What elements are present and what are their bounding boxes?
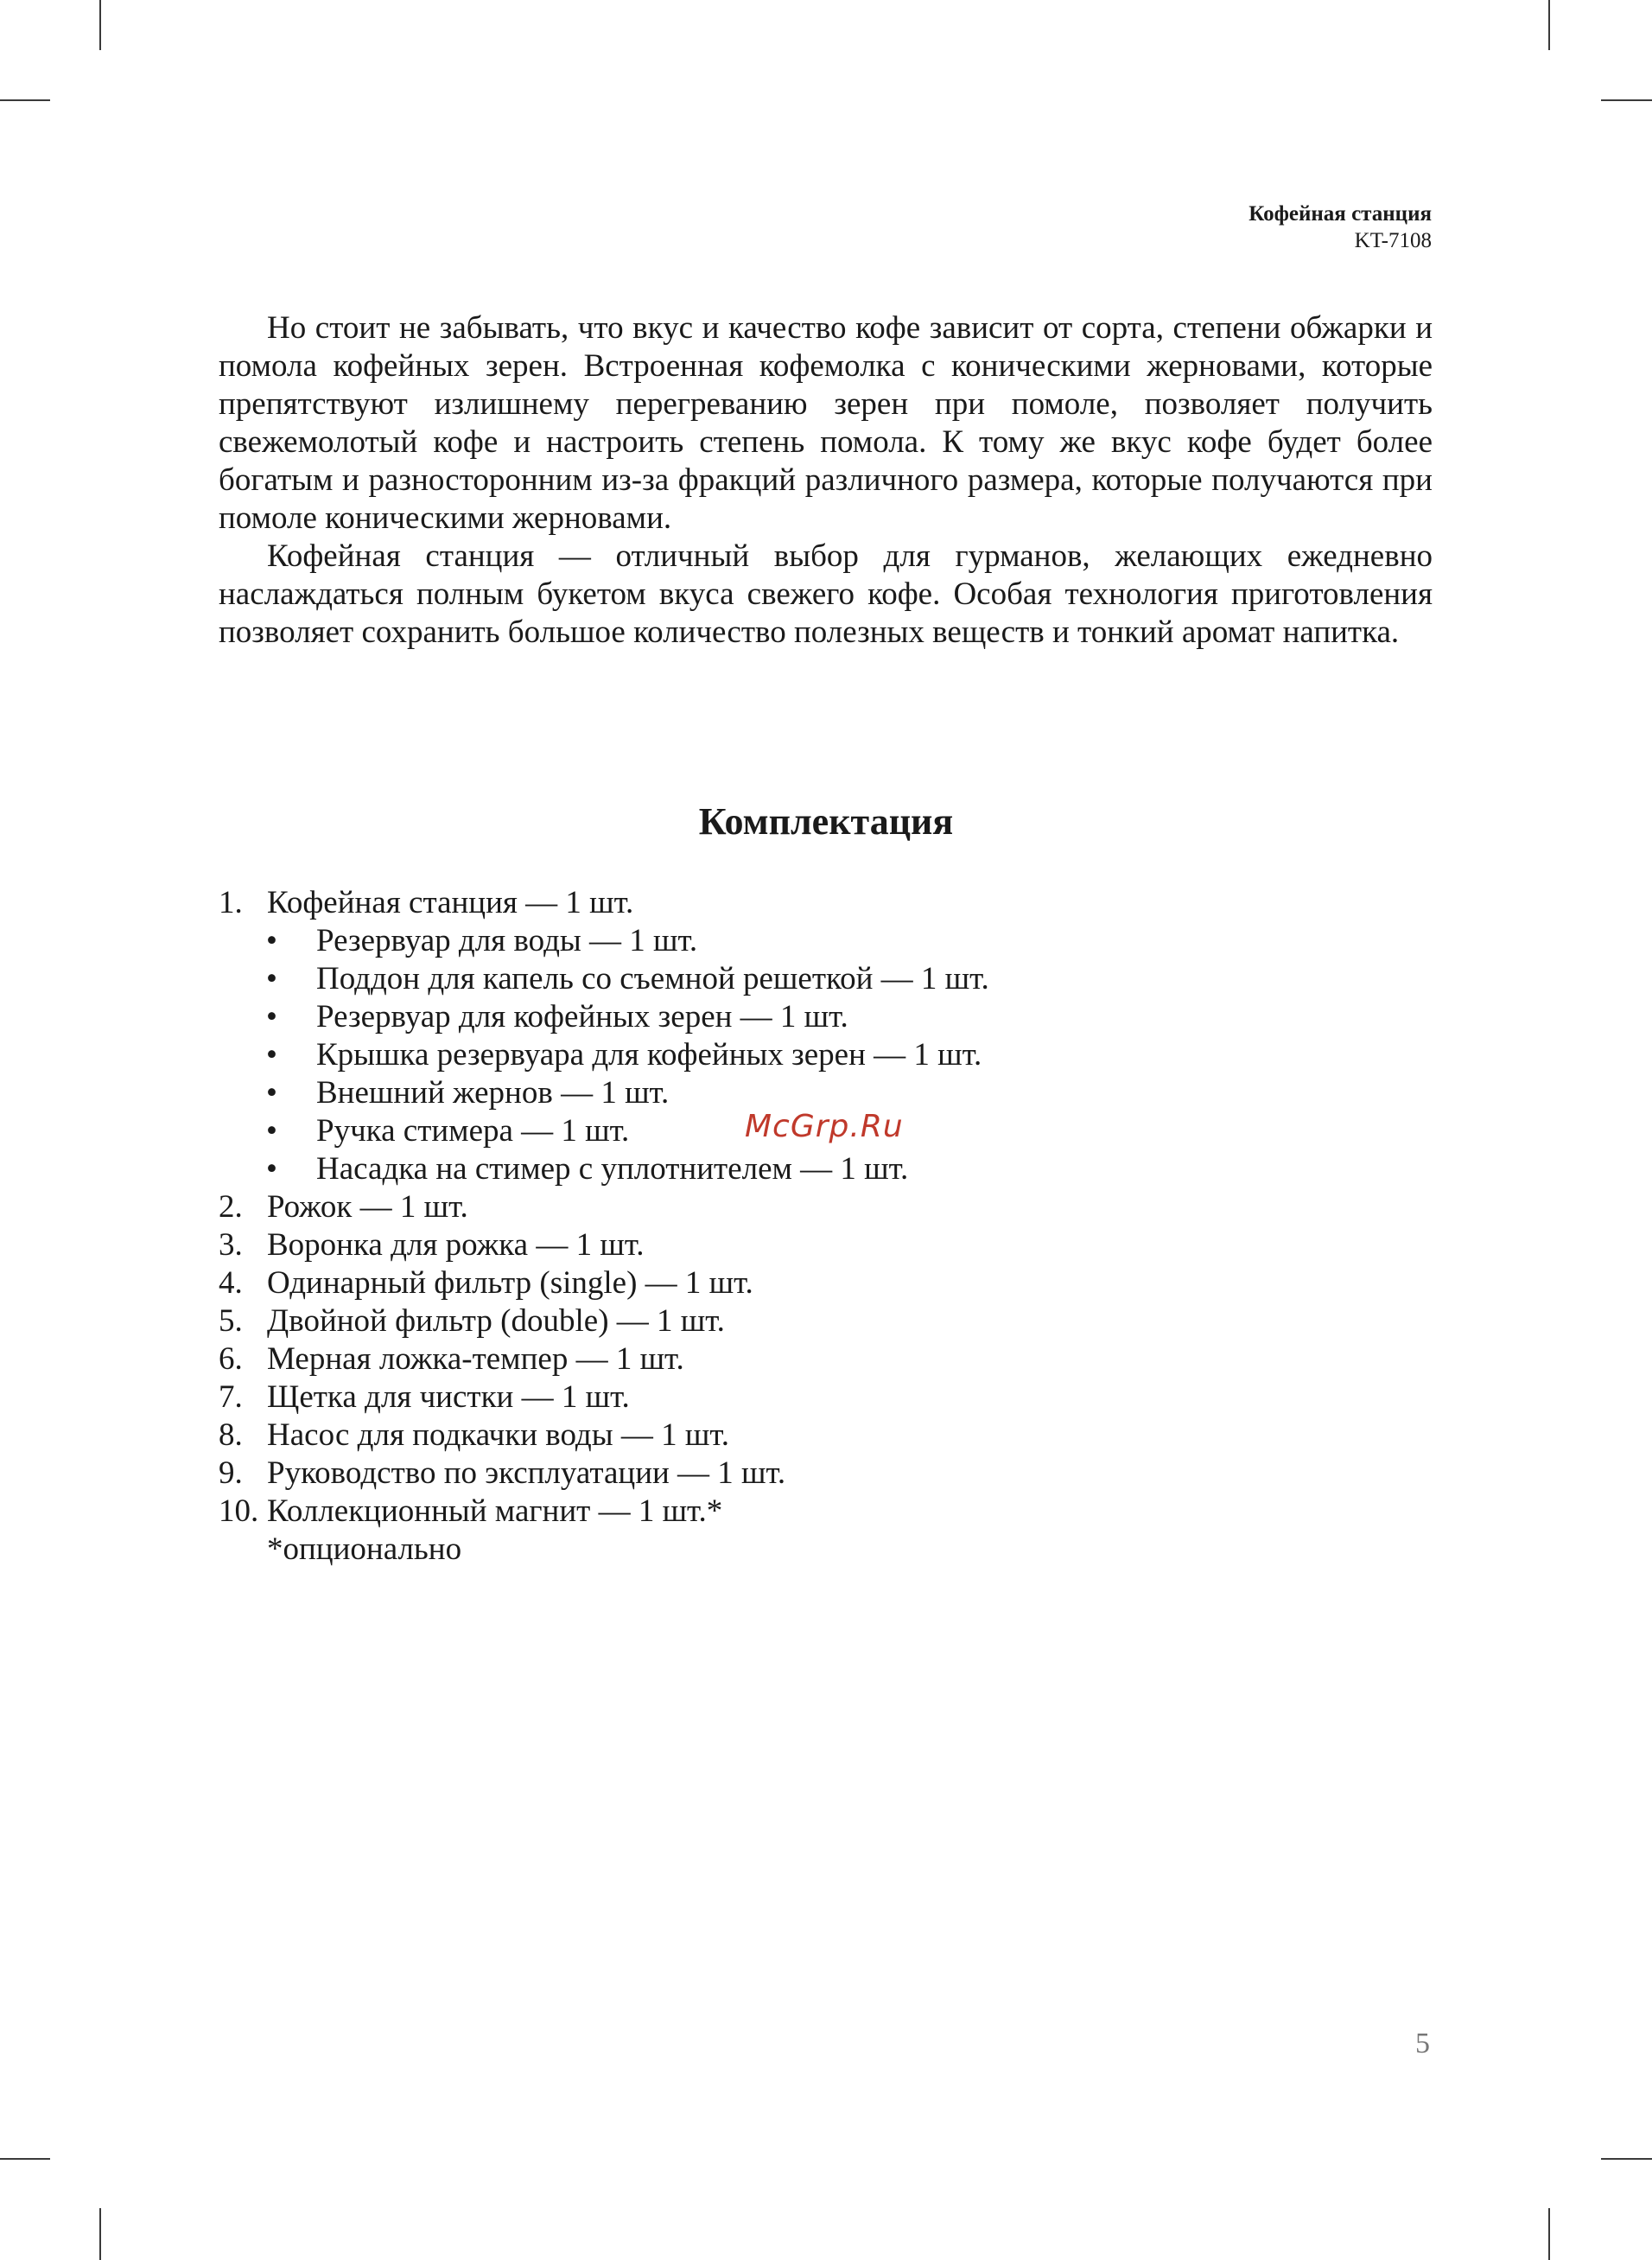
crop-mark-top-left-vertical bbox=[99, 0, 101, 50]
item-text: Мерная ложка-темпер — 1 шт. bbox=[267, 1341, 684, 1377]
item-text: Щетка для чистки — 1 шт. bbox=[267, 1379, 630, 1415]
bullet-icon: • bbox=[266, 1151, 277, 1187]
running-header bbox=[1249, 201, 1432, 255]
crop-mark-bottom-right-horizontal bbox=[1601, 2158, 1652, 2160]
section-title: Комплектация bbox=[698, 800, 954, 843]
sub-item-text: Внешний жернов — 1 шт. bbox=[316, 1075, 670, 1111]
header-model: KT-7108 bbox=[1354, 229, 1432, 253]
sub-item-text: Резервуар для воды — 1 шт. bbox=[316, 923, 698, 958]
watermark: McGrp.Ru bbox=[745, 1109, 904, 1144]
bullet-icon: • bbox=[266, 1075, 277, 1111]
sub-item-text: Крышка резервуара для кофейных зерен — 1 шт. bbox=[316, 1037, 982, 1073]
item-text: Воронка для рожка — 1 шт. bbox=[267, 1227, 645, 1263]
sub-item-text: Поддон для капель со съемной решеткой — 1 шт. bbox=[316, 961, 989, 996]
item-number: 3. bbox=[219, 1227, 243, 1263]
crop-mark-top-left-horizontal bbox=[0, 99, 50, 101]
sub-item-text: Насадка на стимер с уплотнителем — 1 шт. bbox=[316, 1151, 909, 1187]
item-number: 1. bbox=[219, 885, 243, 920]
item-number: 10. bbox=[219, 1493, 259, 1529]
paragraph-2: Кофейная станция — отличный выбор для гурманов, желающих ежедневно наслаждаться полным букетом вкуса свежего кофе. Особая технология приготовления позволяет сохранить большое количество полезных веществ и тонкий аромат напитка. bbox=[219, 538, 1433, 650]
item-number: 6. bbox=[219, 1341, 243, 1377]
bullet-icon: • bbox=[266, 923, 277, 958]
item-text: Насос для подкачки воды — 1 шт. bbox=[267, 1417, 729, 1453]
item-text: Двойной фильтр (double) — 1 шт. bbox=[267, 1303, 725, 1339]
page-number: 5 bbox=[1415, 2028, 1430, 2059]
footnote-text: *опционально bbox=[267, 1531, 462, 1567]
item-text: Рожок — 1 шт. bbox=[267, 1189, 468, 1225]
item-number: 8. bbox=[219, 1417, 243, 1453]
bullet-icon: • bbox=[266, 961, 277, 996]
crop-mark-bottom-left-vertical bbox=[99, 2208, 101, 2260]
item-text: Одинарный фильтр (single) — 1 шт. bbox=[267, 1265, 753, 1301]
item-number: 9. bbox=[219, 1455, 243, 1491]
item-text: Коллекционный магнит — 1 шт.* bbox=[267, 1493, 723, 1529]
item-number: 7. bbox=[219, 1379, 243, 1415]
item-number: 4. bbox=[219, 1265, 243, 1301]
bullet-icon: • bbox=[266, 999, 277, 1035]
paragraph-1: Но стоит не забывать, что вкус и качество кофе зависит от сорта, степени обжарки и помола кофейных зерен. Встроенная кофемолка с коническими жерновами, которые препятствуют излишнему перегреванию зерен при помоле, позволяет получить свежемолотый кофе и настроить степень помола. К тому же вкус кофе будет более богатым и разносторонним из-за фракций различного размера, которые получаются при помоле коническими жерновами. bbox=[219, 310, 1433, 536]
bullet-icon: • bbox=[266, 1037, 277, 1073]
item-text: Кофейная станция — 1 шт. bbox=[267, 885, 634, 920]
item-number: 2. bbox=[219, 1189, 243, 1225]
sub-item-text: Резервуар для кофейных зерен — 1 шт. bbox=[316, 999, 848, 1035]
sub-item-text: Ручка стимера — 1 шт. bbox=[316, 1113, 630, 1149]
crop-mark-bottom-right-vertical bbox=[1548, 2208, 1550, 2260]
crop-mark-top-right-vertical bbox=[1548, 0, 1550, 50]
header-title: Кофейная станция bbox=[1249, 202, 1432, 226]
intro-text bbox=[219, 309, 1433, 652]
crop-mark-bottom-left-horizontal bbox=[0, 2158, 50, 2160]
bullet-icon: • bbox=[266, 1113, 277, 1149]
item-text: Руководство по эксплуатации — 1 шт. bbox=[267, 1455, 786, 1491]
item-number: 5. bbox=[219, 1303, 243, 1339]
crop-mark-top-right-horizontal bbox=[1601, 99, 1652, 101]
